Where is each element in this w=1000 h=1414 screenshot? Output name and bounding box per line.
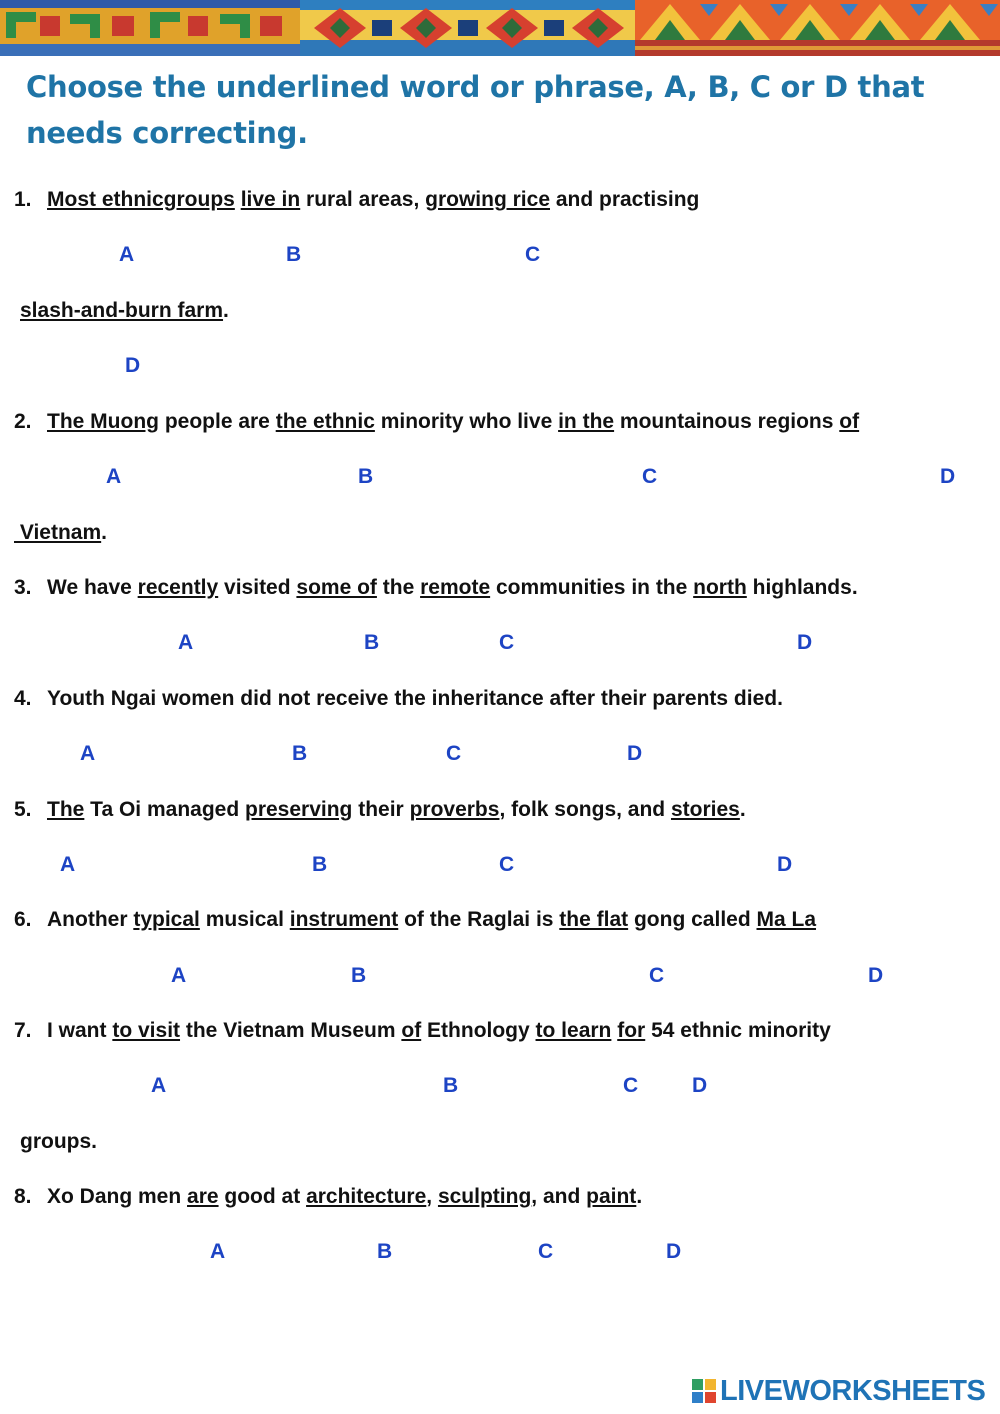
sentence-text: Youth Ngai women did not receive the inheritance after their parents died. [47, 687, 783, 710]
question-8-option-c-label: C [538, 1240, 554, 1263]
sentence-text: their [352, 798, 410, 821]
sentence-text: mountainous regions [614, 410, 840, 433]
sentence-text: , [426, 1185, 438, 1208]
sentence-text: . [739, 798, 746, 821]
underlined-phrase: some of [296, 576, 377, 599]
question-7-option-c-label: C [623, 1074, 639, 1097]
underlined-phrase: north [693, 576, 747, 599]
question-3-option-b-label: B [364, 631, 380, 654]
question-1-option-b-label: B [286, 243, 302, 266]
question-6-option-a-label: A [171, 964, 187, 987]
question-4-option-a-label: A [80, 742, 96, 765]
question-5-option-c-label: C [499, 853, 515, 876]
underlined-phrase: in the [558, 410, 615, 433]
question-5-text-line [47, 798, 746, 822]
question-2-option-b-label: B [358, 465, 374, 488]
underlined-phrase: Ma La [756, 908, 817, 931]
underlined-phrase: stories [670, 798, 740, 821]
underlined-phrase: recently [137, 576, 219, 599]
question-8-option-b-label: B [377, 1240, 393, 1263]
sentence-text: of the Raglai is [398, 908, 560, 931]
question-6-option-c-label: C [649, 964, 665, 987]
sentence-text: . [101, 521, 107, 544]
question-2-text-line [14, 521, 107, 545]
question-6-text-line [47, 908, 816, 932]
sentence-text: and practising [550, 188, 700, 211]
liveworksheets-logo-icon [692, 1379, 716, 1403]
question-6-option-b-label: B [351, 964, 367, 987]
question-3-number: 3. [14, 576, 32, 599]
question-2-option-c-label: C [642, 465, 658, 488]
question-1-text-line [47, 188, 699, 212]
underlined-phrase: instrument [289, 908, 399, 931]
question-3-text-line [47, 576, 858, 600]
question-1-option-d-label: D [125, 354, 141, 377]
question-4-option-c-label: C [446, 742, 462, 765]
sentence-text: musical [199, 908, 290, 931]
sentence-text: gong called [628, 908, 757, 931]
question-1-option-a-label: A [119, 243, 135, 266]
question-7-number: 7. [14, 1019, 32, 1042]
question-5-option-d-label: D [777, 853, 793, 876]
underlined-phrase: are [187, 1185, 219, 1208]
question-8-option-d-label: D [666, 1240, 682, 1263]
question-4-text-line [47, 687, 783, 711]
sentence-text: visited [218, 576, 297, 599]
question-5-option-b-label: B [312, 853, 328, 876]
underlined-phrase: of [401, 1019, 422, 1042]
question-6-number: 6. [14, 908, 32, 931]
question-8-option-a-label: A [210, 1240, 226, 1263]
underlined-phrase: architecture [306, 1185, 427, 1208]
question-1-option-c-label: C [525, 243, 541, 266]
question-3-option-c-label: C [499, 631, 515, 654]
underlined-phrase: The Muong [47, 410, 159, 433]
sentence-text: communities in the [490, 576, 694, 599]
liveworksheets-logo [692, 1376, 985, 1406]
sentence-text: minority who live [374, 410, 559, 433]
question-2-option-d-label: D [940, 465, 956, 488]
sentence-text: groups. [20, 1130, 97, 1153]
question-5-option-a-label: A [60, 853, 76, 876]
underlined-phrase: of [839, 410, 860, 433]
question-3-option-a-label: A [178, 631, 194, 654]
underlined-phrase: Vietnam [14, 521, 102, 544]
sentence-text: , folk songs, and [499, 798, 671, 821]
sentence-text: Another [47, 908, 134, 931]
sentence-text: I want [47, 1019, 113, 1042]
underlined-phrase: The [47, 798, 85, 821]
underlined-phrase: remote [420, 576, 491, 599]
question-7-text-line [47, 1019, 831, 1043]
sentence-text: , and [531, 1185, 587, 1208]
underlined-phrase: paint [586, 1185, 637, 1208]
sentence-text: the Vietnam Museum [180, 1019, 402, 1042]
question-3-option-d-label: D [797, 631, 813, 654]
underlined-phrase: for [617, 1019, 646, 1042]
underlined-phrase: Most ethnicgroups [47, 188, 235, 211]
question-4-option-d-label: D [627, 742, 643, 765]
question-7-option-d-label: D [692, 1074, 708, 1097]
sentence-text: the [376, 576, 421, 599]
question-7-text-line [20, 1130, 97, 1154]
underlined-phrase: to visit [112, 1019, 181, 1042]
question-6-option-d-label: D [868, 964, 884, 987]
sentence-text: We have [47, 576, 138, 599]
question-1-text-line [20, 299, 229, 323]
question-8-number: 8. [14, 1185, 32, 1208]
question-1-number: 1. [14, 188, 32, 211]
question-2-number: 2. [14, 410, 32, 433]
underlined-phrase: live in [240, 188, 301, 211]
sentence-text: Ethnology [421, 1019, 536, 1042]
question-5-number: 5. [14, 798, 32, 821]
underlined-phrase: the flat [559, 908, 629, 931]
question-4-number: 4. [14, 687, 32, 710]
decorative-ethnic-pattern-banner [0, 0, 1000, 56]
sentence-text: . [223, 299, 229, 322]
underlined-phrase: the ethnic [275, 410, 375, 433]
underlined-phrase: growing rice [425, 188, 550, 211]
sentence-text: 54 ethnic minority [645, 1019, 831, 1042]
sentence-text: rural areas, [300, 188, 426, 211]
underlined-phrase: proverbs [409, 798, 500, 821]
underlined-phrase: preserving [245, 798, 353, 821]
sentence-text: Xo Dang men [47, 1185, 188, 1208]
question-4-option-b-label: B [292, 742, 308, 765]
question-7-option-a-label: A [151, 1074, 167, 1097]
underlined-phrase: slash-and-burn farm [20, 299, 224, 322]
instruction-title: Choose the underlined word or phrase, A, B, C or D that needs correcting. [26, 70, 925, 150]
logo-text: LIVEWORKSHEETS [720, 1374, 986, 1407]
question-7-option-b-label: B [443, 1074, 459, 1097]
question-8-text-line [47, 1185, 642, 1209]
underlined-phrase: to learn [535, 1019, 612, 1042]
question-2-text-line [47, 410, 859, 434]
underlined-phrase: typical [133, 908, 200, 931]
question-2-option-a-label: A [106, 465, 122, 488]
sentence-text: good at [218, 1185, 307, 1208]
sentence-text: . [636, 1185, 643, 1208]
sentence-text: highlands. [746, 576, 858, 599]
underlined-phrase: sculpting [437, 1185, 532, 1208]
sentence-text: people are [158, 410, 276, 433]
sentence-text: Ta Oi managed [84, 798, 245, 821]
